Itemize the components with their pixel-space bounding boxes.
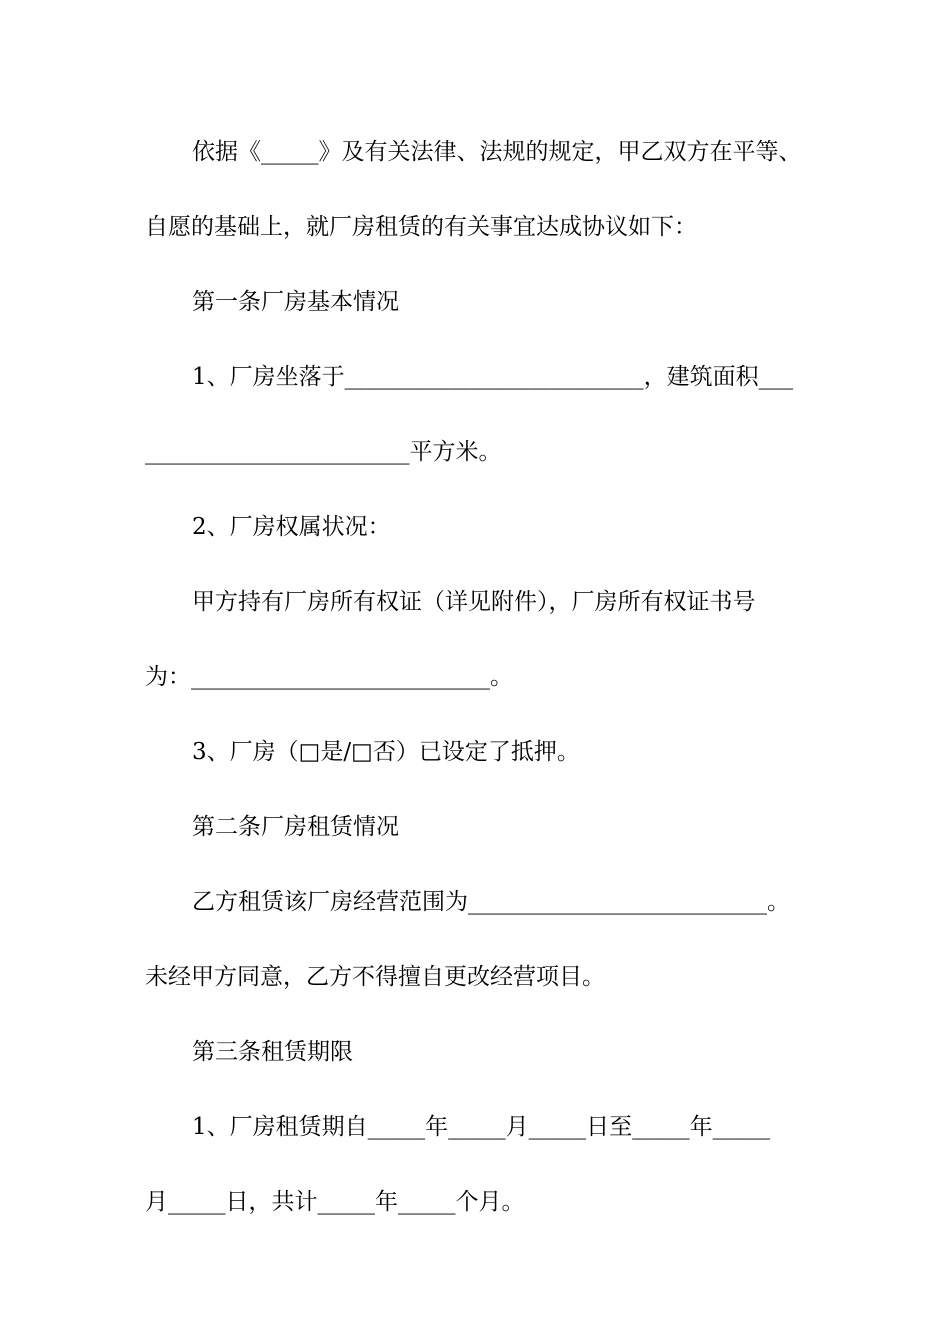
clause-1-1-line-1: 1、厂房坐落于__________________________，建筑面积___ — [192, 364, 794, 390]
article-2-text-line-2: 未经甲方同意，乙方不得擅自更改经营项目。 — [145, 964, 605, 990]
paragraph-intro-line-1: 依据《_____》及有关法律、法规的规定，甲乙双方在平等、 — [192, 139, 802, 165]
clause-1-2: 2、厂房权属状况： — [192, 514, 391, 540]
clause-3-1-line-1: 1、厂房租赁期自_____年_____月_____日至_____年_____ — [192, 1114, 771, 1140]
article-1-heading: 第一条厂房基本情况 — [192, 289, 399, 315]
clause-1-1-line-2: _______________________平方米。 — [145, 439, 502, 465]
article-2-text-line-1: 乙方租赁该厂房经营范围为__________________________。 — [192, 889, 790, 915]
article-2-heading: 第二条厂房租赁情况 — [192, 814, 399, 840]
clause-1-2-text-line-1: 甲方持有厂房所有权证（详见附件），厂房所有权证书号 — [192, 589, 756, 615]
article-3-heading: 第三条租赁期限 — [192, 1039, 353, 1065]
clause-3-1-line-2: 月_____日，共计_____年_____个月。 — [145, 1189, 525, 1215]
clause-1-3: 3、厂房（□是/□否）已设定了抵押。 — [192, 739, 580, 765]
paragraph-intro-line-2: 自愿的基础上，就厂房租赁的有关事宜达成协议如下： — [145, 214, 697, 240]
clause-1-2-text-line-2: 为：__________________________。 — [145, 664, 513, 690]
